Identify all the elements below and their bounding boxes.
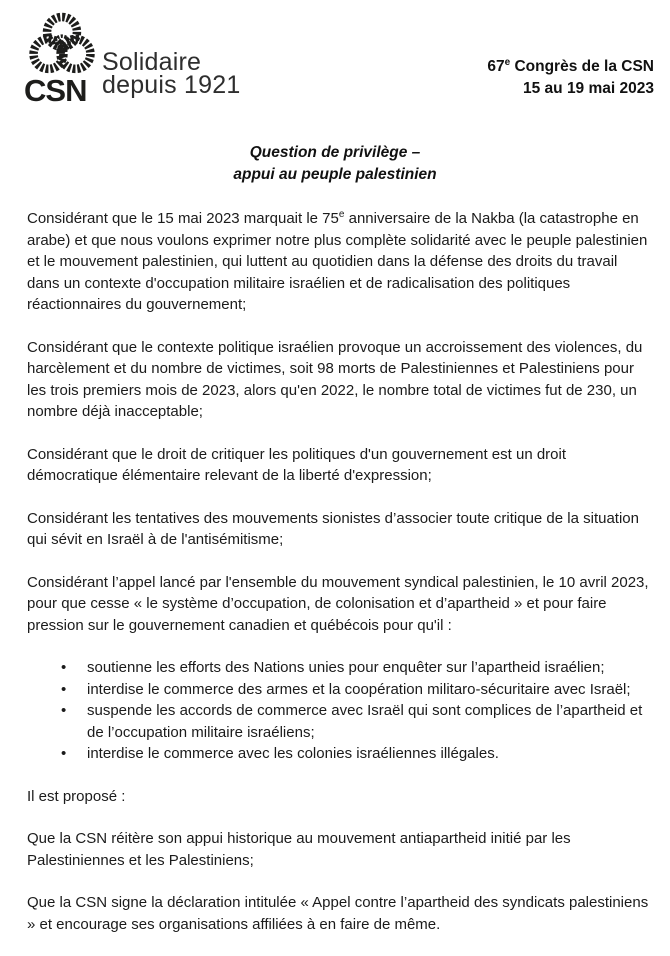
bullet-icon: • [61,702,67,719]
tagline-line2: depuis 1921 [102,71,241,99]
bullet-icon: • [61,680,67,698]
bullet-item-text: soutienne les efforts des Nations unies pour enquêter sur l’apartheid israélien; [87,659,605,676]
logo-tagline [102,48,241,99]
proposal-intro: Il est proposé : [27,787,126,805]
document-title-line2: appui au peuple palestinien [233,166,437,183]
bullet-icon: • [61,659,67,676]
considerant-paragraph-5: Considérant l’appel lancé par l'ensemble du mouvement syndical palestinien, le 10 avril 2023, pour que cesse « le système d’occupation, de colonisation et d’apartheid » et pour faire pression sur le gouvernement canadien et québécois pour qu'il : [27,573,649,634]
tagline-line1: Solidaire [102,48,202,76]
proposal-paragraph-1: Que la CSN réitère son appui historique au mouvement antiapartheid initié par les Palestiniennes et les Palestiniens; [27,830,571,869]
bullet-item-text: interdise le commerce des armes et la coopération militaro-sécuritaire avec Israël; [87,680,631,698]
csn-wordmark: CSN [24,73,87,108]
demands-bullet-list [27,657,649,765]
congress-number: 67 [487,58,505,75]
csn-logo [24,12,104,106]
document-title [0,142,670,186]
document-title-line1: Question de privilège – [249,144,421,161]
bullet-icon: • [61,745,67,762]
p1-ordinal-sup: e [338,209,345,220]
congress-ordinal-sup: e [504,56,511,68]
considerant-paragraph-2: Considérant que le contexte politique israélien provoque un accroissement des violences, du harcèlement et du nombre de victimes, soit 98 morts de Palestiniennes et Palestiniens pour les trois premiers mois de 2023, alors qu'en 2022, le nombre total de victimes fut de 230, un nombre déjà inacceptable; [27,338,643,420]
considerant-paragraph-1 [27,208,649,316]
considerant-paragraph-3: Considérant que le droit de critiquer les politiques d'un gouvernement est un droit démocratique élémentaire relevant de la liberté d'expression; [27,445,567,484]
proposal-paragraph-2: Que la CSN signe la déclaration intitulée « Appel contre l’apartheid des syndicats palestiniens » et encourage ses organisations affiliées à en faire de même. [27,894,649,933]
bullet-item [61,743,649,765]
bullet-item-text: suspende les accords de commerce avec Israël qui sont complices de l’apartheid et de l’occupation militaire israéliens; [87,702,643,741]
rope-knot-icon [26,12,98,76]
document-body [27,208,649,956]
considerant-paragraph-4: Considérant les tentatives des mouvements sionistes d’associer toute critique de la situation qui sévit en Israël à de l'antisémitisme; [27,509,639,548]
congress-name: Congrès de la CSN [510,58,654,75]
congress-title [487,56,654,78]
congress-info [487,56,654,100]
bullet-item [61,679,649,701]
p1-text-before: Considérant que le 15 mai 2023 marquait le 75 [27,210,339,227]
bullet-item [61,700,649,743]
bullet-item-text: interdise le commerce avec les colonies israéliennes illégales. [87,745,499,762]
congress-dates: 15 au 19 mai 2023 [523,80,654,97]
bullet-item [61,657,649,679]
p1-text-after: anniversaire de la Nakba (la catastrophe en arabe) et que nous voulons exprimer notre plus complète solidarité avec le peuple palestinien et le mouvement palestinien, qui luttent au quotidien dans la défense des droits du travail dans un contexte d'occupation militaire israélien et de radicalisation des politiques réactionnaires du gouvernement; [27,210,648,313]
